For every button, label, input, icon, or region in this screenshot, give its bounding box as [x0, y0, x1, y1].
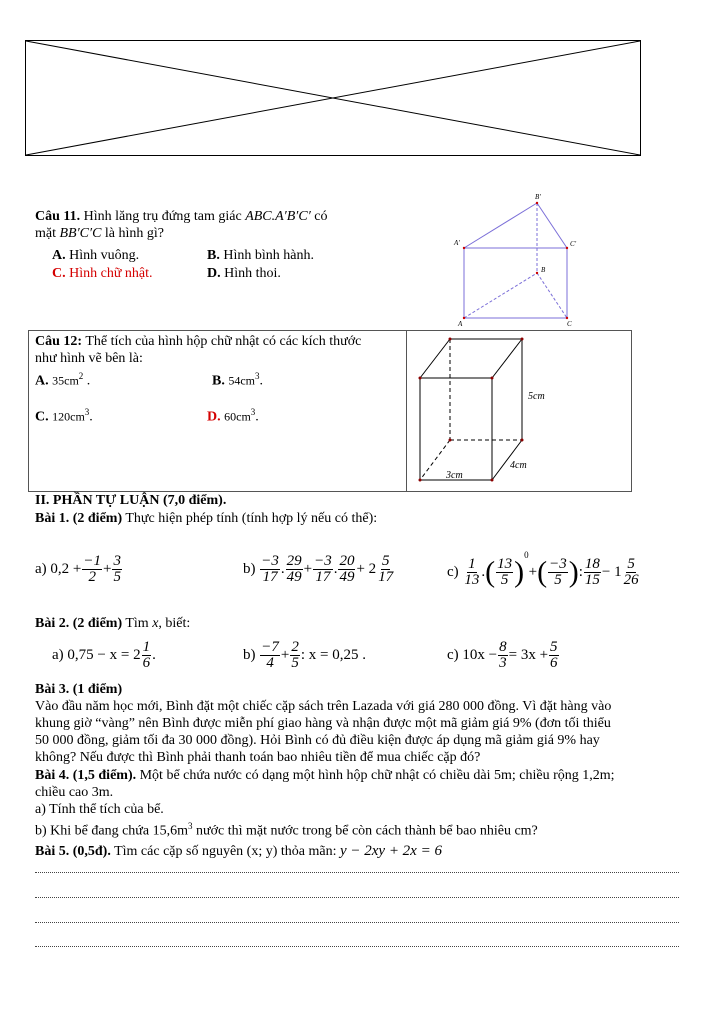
q12-option-b[interactable]: B. $54cm^3$.: [212, 371, 264, 389]
label-c: C: [567, 320, 572, 328]
label-b1: B': [535, 193, 541, 201]
q11-stem: Câu 11. Hình lăng trụ đứng tam giác ABC.A′B′C′ có mặt BB′C′C là hình gì?: [35, 209, 328, 241]
label-b: B: [541, 266, 546, 274]
label-a: A: [458, 320, 463, 328]
bai1-c: c) $\frac{1}{13}$ .( $\frac{13}{5}$ )$^0$+( $\frac{-3}{5}$ ): $\frac{18}{15}$ − 1 $\frac{5}{26}$: [447, 550, 639, 589]
bai1-b: b) $\frac{-3}{17}$ . $\frac{29}{49}$ + $\frac{-3}{17}$ . $\frac{20}{49}$ + 2 $\frac{5}{17}$: [243, 553, 394, 585]
bai2-heading: Bài 2. (2 điểm) Tìm x, biết:: [35, 616, 191, 631]
q11-option-c[interactable]: C. Hình chữ nhật.: [52, 266, 153, 281]
bai5-heading: Bài 5. (0,5đ). Tìm các cặp số nguyên (x; y) thỏa mãn: y − 2xy + 2x = 6: [35, 843, 442, 859]
answer-line[interactable]: [35, 946, 679, 947]
label-length: 3cm: [446, 470, 463, 481]
q12-stem: Câu 12: Thể tích của hình hộp chữ nhật có các kích thước như hình vẽ bên là:: [35, 334, 362, 366]
answer-line[interactable]: [35, 922, 679, 923]
q11-option-d[interactable]: D. Hình thoi.: [207, 266, 281, 281]
label-height: 5cm: [528, 391, 545, 402]
label-a1: A': [454, 239, 460, 247]
bai3-heading: Bài 3. (1 điểm): [35, 682, 123, 697]
q12-option-c[interactable]: C. $120cm^3$.: [35, 407, 93, 425]
label-c1: C': [570, 240, 577, 248]
bai4-body: Bài 4. (1,5 điểm). Một bể chứa nước có dạng một hình hộp chữ nhật có chiều dài 5m; chiều rộng 1,2m; chiều cao 3m. a) Tính thể tích của bể. b) Khi bể đang chứa $15,6m^3$ nước thì mặt nước trong bể còn cách thành bể bao nhiêu cm?: [35, 768, 615, 839]
part2-title: II. PHẦN TỰ LUẬN (7,0 điểm).: [35, 493, 227, 508]
label-width: 4cm: [510, 460, 527, 471]
answer-line[interactable]: [35, 872, 679, 873]
bai2-b: b) $\frac{-7}{4}$ + $\frac{2}{5}$ : x = 0,25 .: [243, 639, 366, 671]
header-box: [25, 40, 642, 157]
bai2-a: a) 0,75 − x = 2 $\frac{1}{6}$ .: [52, 639, 156, 671]
bai3-body: Vào đầu năm học mới, Bình đặt một chiếc cặp sách trên Lazada với giá 280 000 đồng. Vì đặt hàng vào khung giờ “vàng” nên Bình được miễn phí giao hàng và nhận được một mã giảm giá 9% (đơn tối thiểu 50 000 đồng, giảm tối đa 30 000 đồng). Hỏi Bình có đủ điều kiện được áp dụng mã giảm giá 9% hay không? Nếu được thì Bình phải thanh toán bao nhiêu tiền để mua chiếc cặp đó?: [35, 699, 612, 765]
q11-option-b[interactable]: B. Hình bình hành.: [207, 248, 314, 263]
bai1-heading: Bài 1. (2 điểm) Thực hiện phép tính (tính hợp lý nếu có thể):: [35, 511, 378, 526]
q12-option-a[interactable]: A. $35cm^2$ .: [35, 371, 91, 389]
q12-option-d[interactable]: D. $60cm^3$.: [207, 407, 259, 425]
q11-option-a[interactable]: A. Hình vuông.: [52, 248, 140, 263]
box-figure: [410, 333, 560, 488]
bai1-a: a) 0,2 + $\frac{-1}{2}$ + $\frac{3}{5}$: [35, 553, 121, 585]
bai2-c: c) 10x − $\frac{8}{3}$ = 3x + $\frac{5}{6}$: [447, 639, 558, 671]
prism-figure: [450, 190, 590, 330]
answer-line[interactable]: [35, 897, 679, 898]
